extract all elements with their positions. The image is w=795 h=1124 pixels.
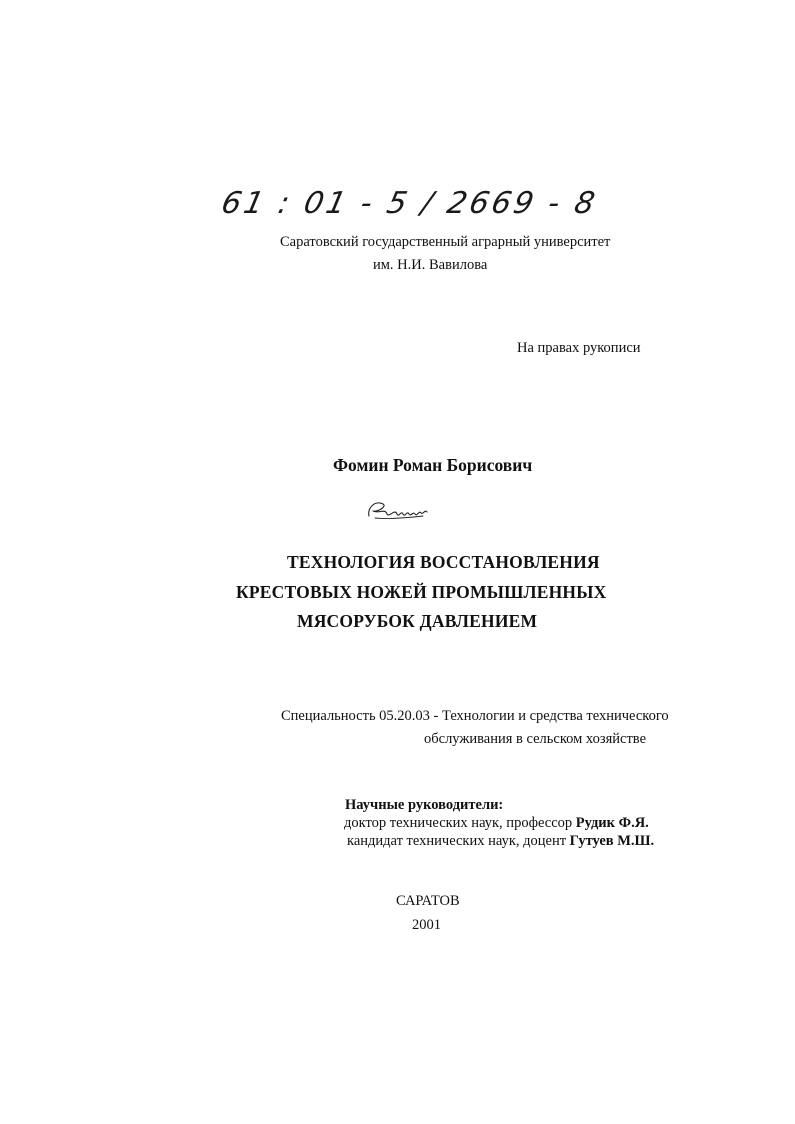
- specialty-line-1: Специальность 05.20.03 - Технологии и средства технического: [281, 708, 669, 724]
- advisor-1: [344, 815, 649, 832]
- specialty-line-2: обслуживания в сельском хозяйстве: [424, 731, 647, 747]
- advisors-heading: Научные руководители:: [345, 797, 504, 813]
- handwritten-registry-code: 61 : 01 - 5 / 2669 - 8: [218, 186, 601, 221]
- city: САРАТОВ: [396, 893, 460, 909]
- author-signature: [365, 494, 435, 524]
- year: 2001: [412, 917, 441, 933]
- title-line-3: МЯСОРУБОК ДАВЛЕНИЕМ: [297, 611, 538, 631]
- university-line: Саратовский государственный аграрный университет: [280, 234, 611, 250]
- advisor-2-name: Гутуев М.Ш.: [569, 833, 655, 849]
- advisor-1-name: Рудик Ф.Я.: [575, 815, 649, 831]
- university-named-after: им. Н.И. Вавилова: [373, 257, 488, 273]
- rights-notice: На правах рукописи: [517, 340, 641, 356]
- advisor-1-degree: доктор технических наук, профессор: [344, 815, 573, 831]
- title-line-1: ТЕХНОЛОГИЯ ВОССТАНОВЛЕНИЯ: [287, 552, 600, 572]
- advisor-2-degree: кандидат технических наук, доцент: [347, 833, 567, 849]
- advisor-2: [347, 833, 654, 850]
- author-name: Фомин Роман Борисович: [333, 455, 533, 475]
- title-line-2: КРЕСТОВЫХ НОЖЕЙ ПРОМЫШЛЕННЫХ: [236, 582, 607, 602]
